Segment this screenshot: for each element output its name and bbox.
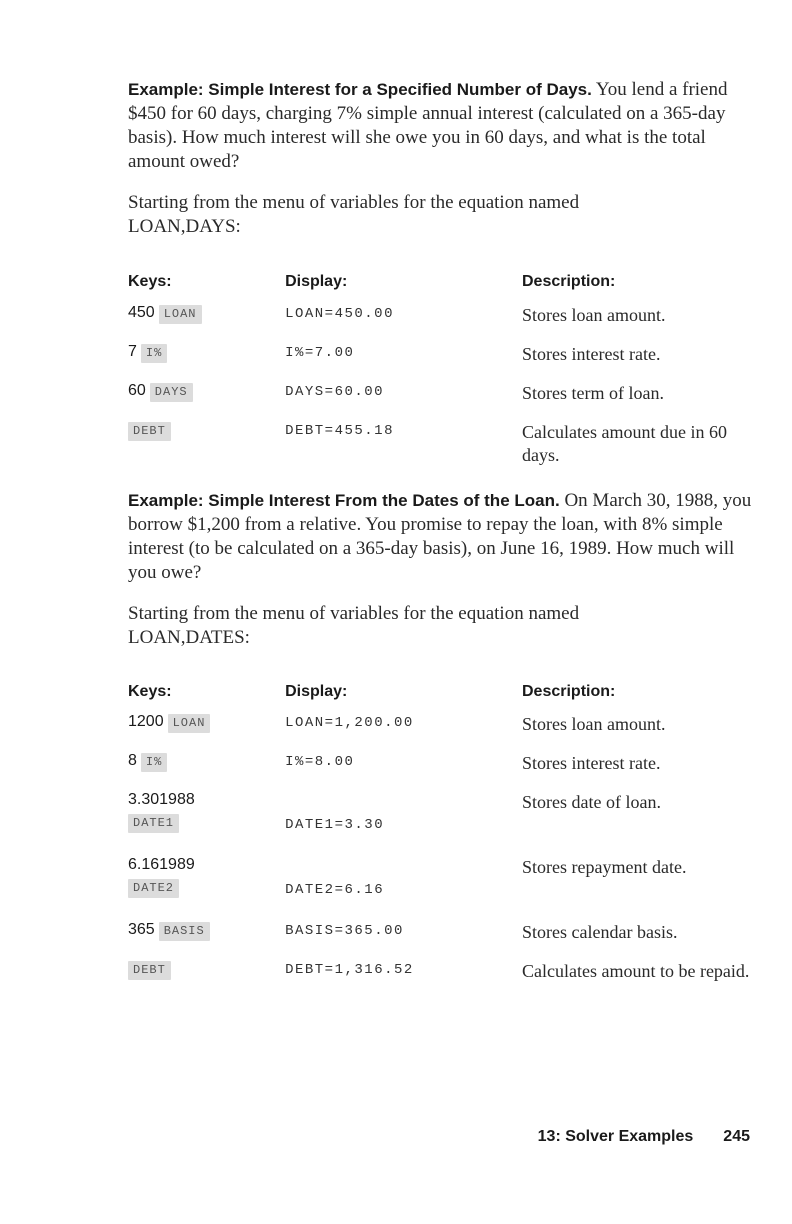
description-text: Stores date of loan. — [522, 792, 661, 812]
menu-key: LOAN — [168, 714, 211, 733]
example1-text: You lend a friend $450 for 60 days, charging 7% simple annual interest (calculated on a 365-day basis). How much interest will she owe you in 60 days, and what is the total amount owed? — [128, 79, 728, 172]
display-readout: DATE2=6.16 — [285, 882, 385, 898]
table-row — [128, 791, 752, 856]
keys-header: Keys: — [128, 272, 172, 290]
display-readout: LOAN=450.00 — [285, 306, 394, 322]
display-readout: I%=8.00 — [285, 754, 355, 770]
key-number: 3.301988 — [128, 791, 195, 808]
table-row — [128, 304, 752, 343]
key-number: 60 — [128, 382, 146, 399]
description-header: Description: — [522, 682, 616, 700]
menu-key: DEBT — [128, 961, 171, 980]
key-number: 1200 — [128, 713, 164, 730]
example1-paragraph — [128, 78, 752, 174]
keys-header: Keys: — [128, 682, 172, 700]
description-text: Stores repayment date. — [522, 857, 687, 877]
table-row — [128, 713, 752, 752]
display-header: Display: — [285, 272, 348, 290]
menu-key: LOAN — [159, 305, 202, 324]
table-header-row — [128, 670, 752, 713]
example2-keys-table — [128, 670, 752, 1016]
key-number: 7 — [128, 343, 137, 360]
menu-key: DATE1 — [128, 814, 179, 833]
display-header: Display: — [285, 682, 348, 700]
description-text: Stores loan amount. — [522, 305, 666, 325]
display-readout: DEBT=1,316.52 — [285, 962, 414, 978]
description-text: Calculates amount to be repaid. — [522, 961, 750, 981]
table-row — [128, 960, 752, 1016]
menu-key: DEBT — [128, 422, 171, 441]
description-text: Stores calendar basis. — [522, 922, 678, 942]
table-row — [128, 921, 752, 960]
display-readout: DATE1=3.30 — [285, 817, 385, 833]
table-row — [128, 343, 752, 382]
section-title: 13: Solver Examples — [537, 1128, 694, 1145]
menu-key: DAYS — [150, 383, 193, 402]
description-text: Stores interest rate. — [522, 753, 661, 773]
example1-intro: Starting from the menu of variables for the equation named LOAN,DAYS: — [128, 192, 580, 237]
page-footer — [538, 1128, 750, 1146]
display-readout: I%=7.00 — [285, 345, 355, 361]
menu-key: I% — [141, 753, 167, 772]
example1-title: Example: Simple Interest for a Specified Number of Days. — [128, 80, 592, 99]
display-readout: BASIS=365.00 — [285, 923, 404, 939]
description-text: Stores interest rate. — [522, 344, 661, 364]
key-number: 450 — [128, 304, 155, 321]
table-row — [128, 856, 752, 921]
example2-paragraph — [128, 489, 752, 585]
description-text: Stores loan amount. — [522, 714, 666, 734]
display-readout: DEBT=455.18 — [285, 423, 394, 439]
key-number: 365 — [128, 921, 155, 938]
description-text: Calculates amount due in 60 days. — [522, 422, 727, 465]
table-header-row — [128, 259, 752, 304]
table-row — [128, 752, 752, 791]
menu-key: I% — [141, 344, 167, 363]
page-number: 245 — [723, 1128, 750, 1145]
menu-key: BASIS — [159, 922, 210, 941]
key-number: 6.161989 — [128, 856, 195, 873]
table-row — [128, 421, 752, 477]
example2-text: On March 30, 1988, you borrow $1,200 from a relative. You promise to repay the loan, with 8% simple interest (to be calculated on a 365-day basis), on June 16, 1989. How much will you owe? — [128, 490, 752, 583]
page-content — [128, 78, 752, 1016]
menu-key: DATE2 — [128, 879, 179, 898]
description-text: Stores term of loan. — [522, 383, 664, 403]
display-readout: DAYS=60.00 — [285, 384, 385, 400]
example1-keys-table — [128, 259, 752, 477]
example2-title: Example: Simple Interest From the Dates of the Loan. — [128, 491, 560, 510]
table-row — [128, 382, 752, 421]
description-header: Description: — [522, 272, 616, 290]
example2-intro: Starting from the menu of variables for the equation named LOAN,DATES: — [128, 603, 580, 648]
display-readout: LOAN=1,200.00 — [285, 715, 414, 731]
key-number: 8 — [128, 752, 137, 769]
